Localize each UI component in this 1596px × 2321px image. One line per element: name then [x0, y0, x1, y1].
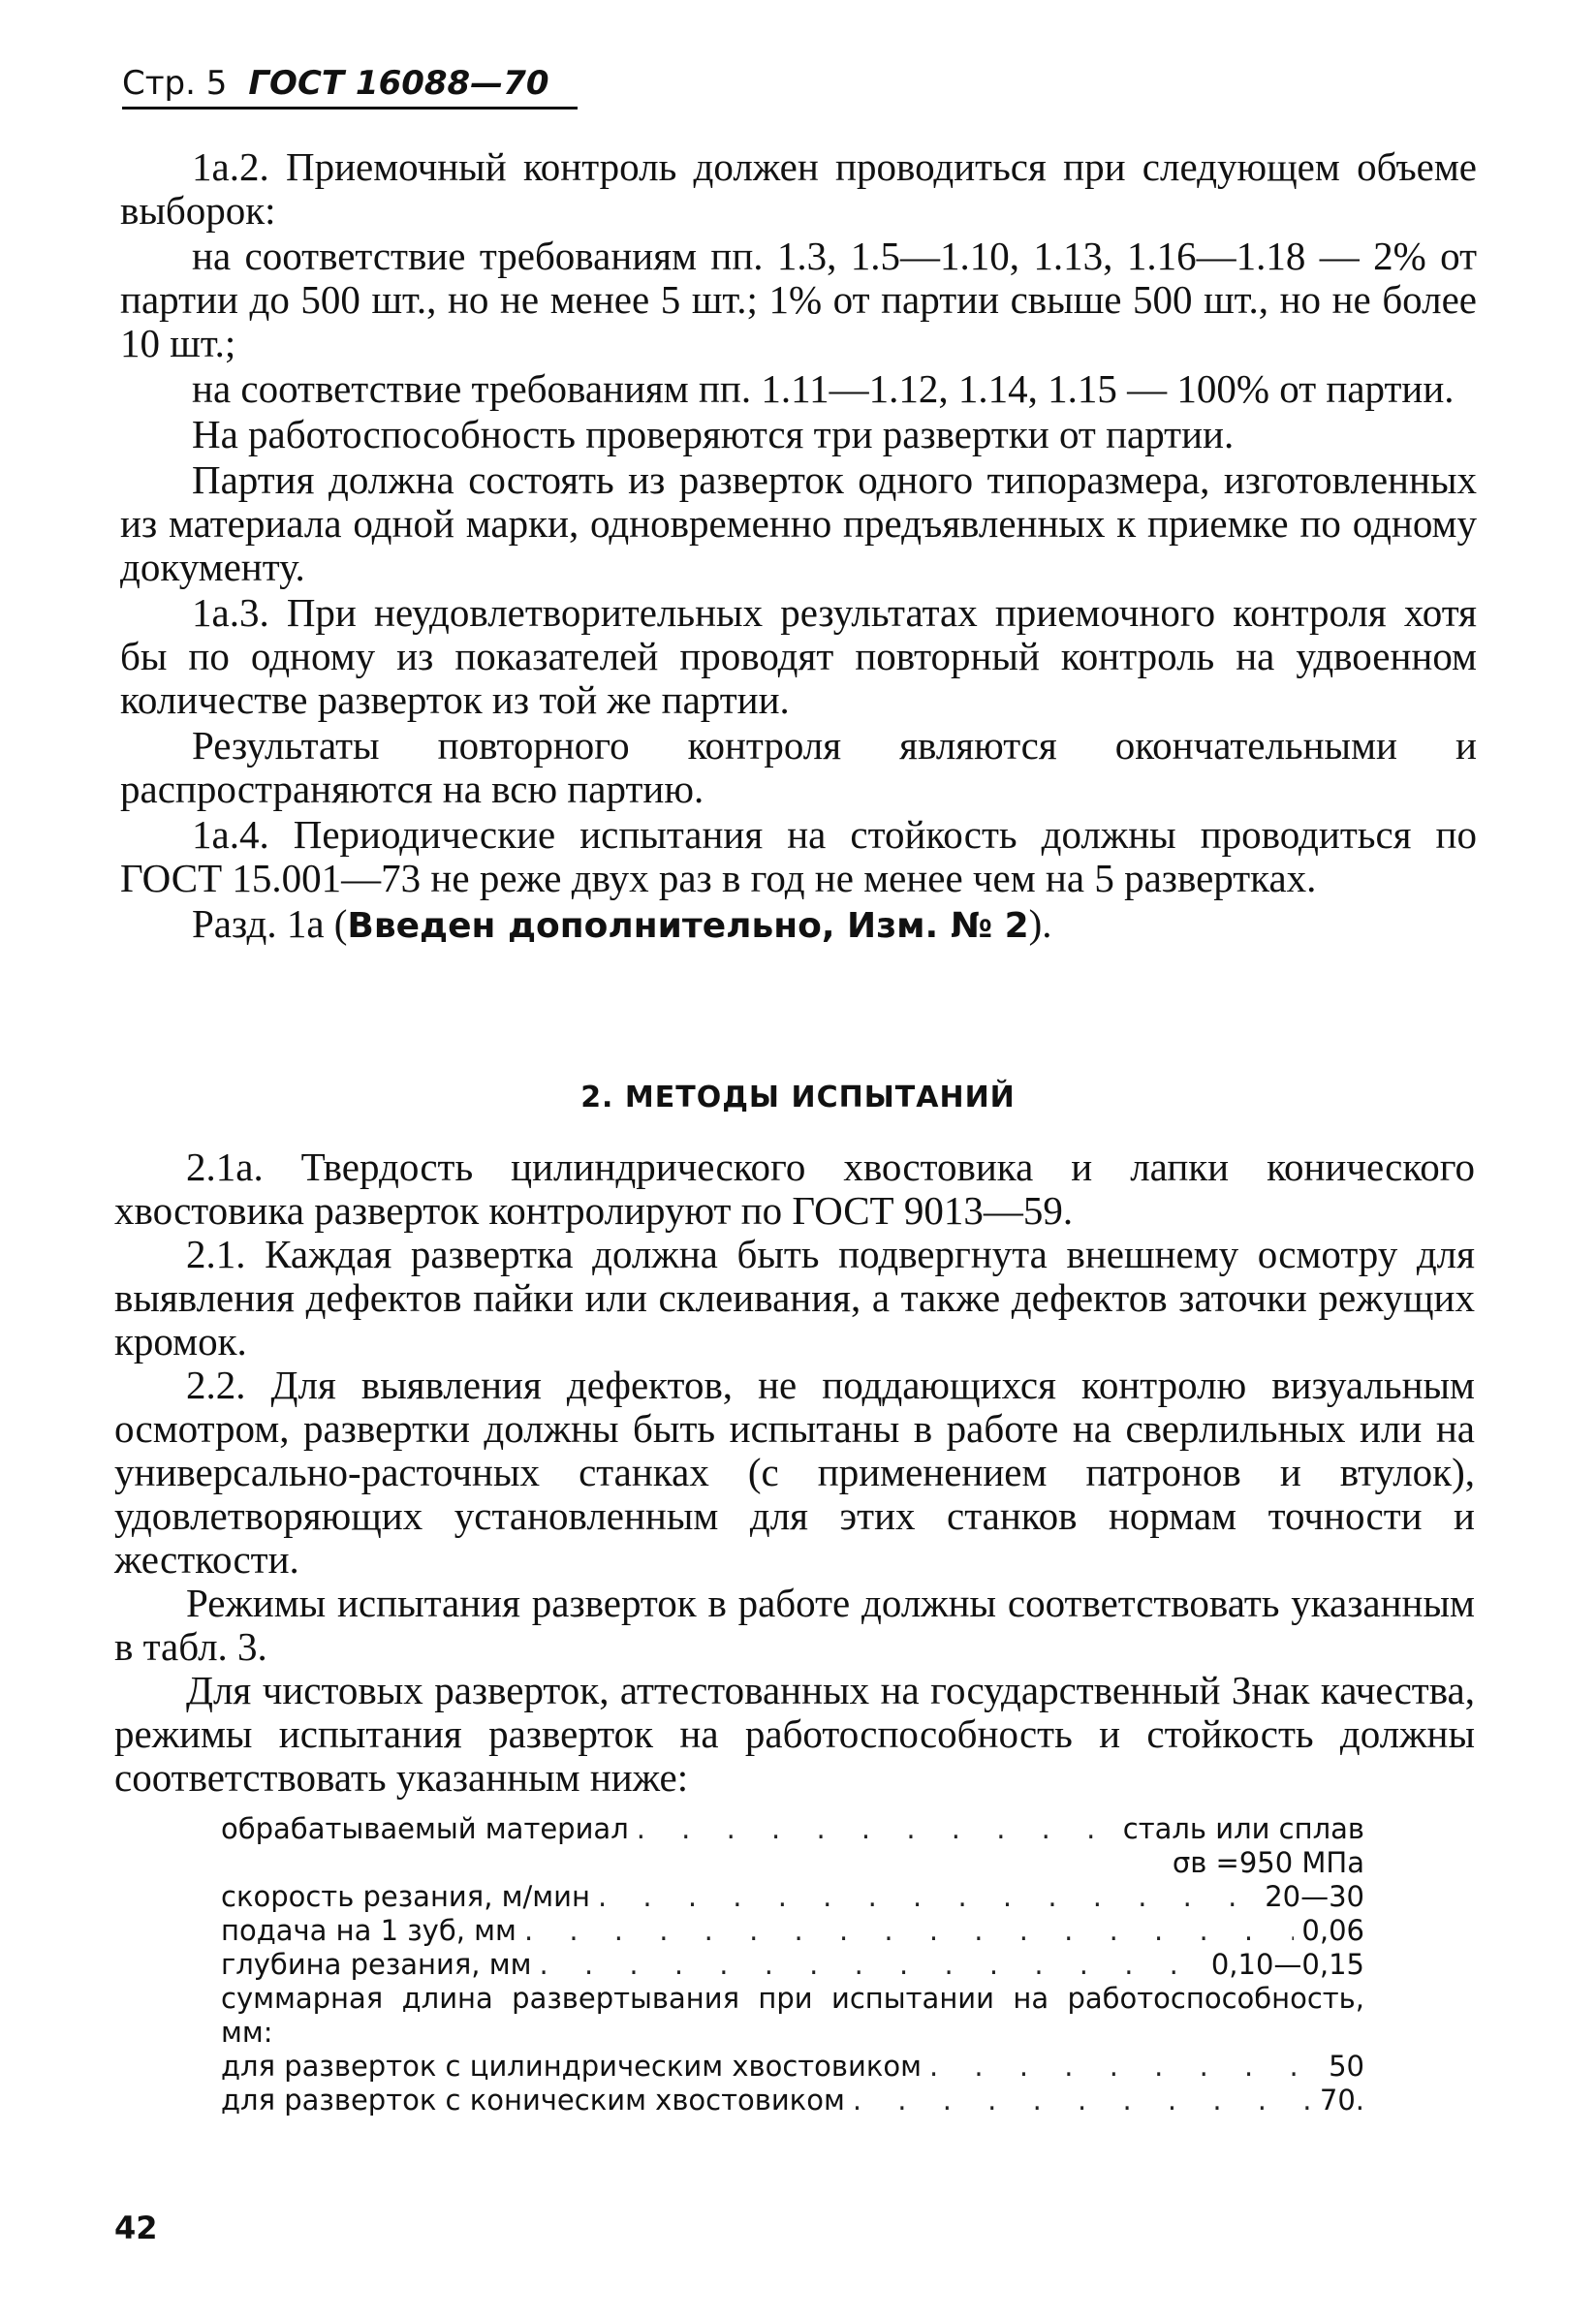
- section-title: 2. МЕТОДЫ ИСПЫТАНИЙ: [580, 1081, 1016, 1114]
- param-row-material: [221, 1812, 1364, 1846]
- param-row-depth: [221, 1948, 1364, 1982]
- leader-dots: [637, 1812, 1115, 1846]
- param-row-cylindrical: [221, 2050, 1364, 2084]
- paragraph: 2.1а. Твердость цилиндрического хвостовика и лапки конического хвостовика разверток контролируют по ГОСТ 9013—59.: [114, 1145, 1475, 1233]
- leader-dots: [853, 2084, 1312, 2117]
- leader-dots: [540, 1948, 1204, 1982]
- paragraph: на соответствие требованиям пп. 1.3, 1.5—1.10, 1.13, 1.16—1.18 — 2% от партии до 500 шт., но не менее 5 шт.; 1% от партии свыше 500 шт., но не более 10 шт.;: [120, 234, 1477, 365]
- leader-dots: [598, 1880, 1257, 1914]
- paragraph: Результаты повторного контроля являются окончательными и распространяются на всю партию.: [120, 723, 1477, 811]
- param-value-sub: σв =950 МПа: [1172, 1846, 1364, 1879]
- param-label: подача на 1 зуб, мм: [221, 1914, 516, 1947]
- leader-dots: [524, 1914, 1294, 1948]
- paragraph: 2.2. Для выявления дефектов, не поддающихся контролю визуальным осмотром, развертки должны быть испытаны в работе на сверлильных или на универсально-расточных станках (с применением патронов и втулок), удовлетворяющих установленным для этих станков нормам точности и жесткости.: [114, 1363, 1475, 1582]
- param-label: скорость резания, м/мин: [221, 1880, 590, 1913]
- param-value: 0,06: [1301, 1914, 1364, 1947]
- standard-number: ГОСТ 16088—70: [248, 64, 549, 103]
- param-value: 20—30: [1265, 1880, 1364, 1913]
- section-1a-text: [120, 145, 1477, 948]
- param-label: для разверток с цилиндрическим хвостовиком: [221, 2050, 922, 2083]
- amendment-bold: Введен дополнительно, Изм. № 2: [347, 906, 1029, 946]
- param-label: обрабатываемый материал: [221, 1812, 629, 1845]
- param-row-feed: [221, 1914, 1364, 1948]
- param-value: сталь или сплав: [1122, 1812, 1364, 1845]
- param-label: глубина резания, мм: [221, 1948, 532, 1981]
- page-number: 42: [114, 2210, 158, 2246]
- paragraph: 2.1. Каждая развертка должна быть подвергнута внешнему осмотру для выявления дефектов пайки или склеивания, а также дефектов заточки режущих кромок.: [114, 1232, 1475, 1364]
- param-row-speed: [221, 1880, 1364, 1914]
- paragraph: 1а.3. При неудовлетворительных результатах приемочного контроля хотя бы по одному из показателей проводят повторный контроль на удвоенном количестве разверток из той же партии.: [120, 590, 1477, 722]
- paragraph: Партия должна состоять из разверток одного типоразмера, изготовленных из материала одной марки, одновременно предъявленных к приемке по одному документу.: [120, 457, 1477, 589]
- param-row-conical: [221, 2084, 1364, 2117]
- param-length-label: суммарная длина развертывания при испытании на работоспособность, мм:: [221, 1982, 1364, 2049]
- paragraph: на соответствие требованиям пп. 1.11—1.12, 1.14, 1.15 — 100% от партии.: [192, 366, 1455, 411]
- amendment-prefix: Разд. 1а (: [192, 901, 348, 946]
- paragraph: 1а.2. Приемочный контроль должен проводиться при следующем объеме выборок:: [120, 144, 1477, 233]
- page-header: [122, 64, 578, 110]
- test-parameters: [221, 1812, 1364, 2117]
- param-value: 50: [1329, 2050, 1364, 2083]
- paragraph: 1а.4. Периодические испытания на стойкость должны проводиться по ГОСТ 15.001—73 не реже двух раз в год не менее чем на 5 развертках.: [120, 812, 1477, 900]
- section-2-text: [114, 1145, 1475, 1800]
- page-label: Стр. 5: [122, 64, 228, 103]
- paragraph: Режимы испытания разверток в работе должны соответствовать указанным в табл. 3.: [114, 1581, 1475, 1669]
- leader-dots: [929, 2050, 1321, 2084]
- param-label: для разверток с коническим хвостовиком: [221, 2084, 845, 2117]
- param-value: 0,10—0,15: [1210, 1948, 1364, 1981]
- paragraph: Для чистовых разверток, аттестованных на государственный Знак качества, режимы испытания разверток на работоспособность и стойкость должны соответствовать указанным ниже:: [114, 1668, 1475, 1800]
- amendment-suffix: ).: [1028, 901, 1052, 946]
- amendment-note: [120, 902, 1477, 948]
- param-value: 70.: [1319, 2084, 1364, 2117]
- paragraph: На работоспособность проверяются три развертки от партии.: [192, 412, 1235, 456]
